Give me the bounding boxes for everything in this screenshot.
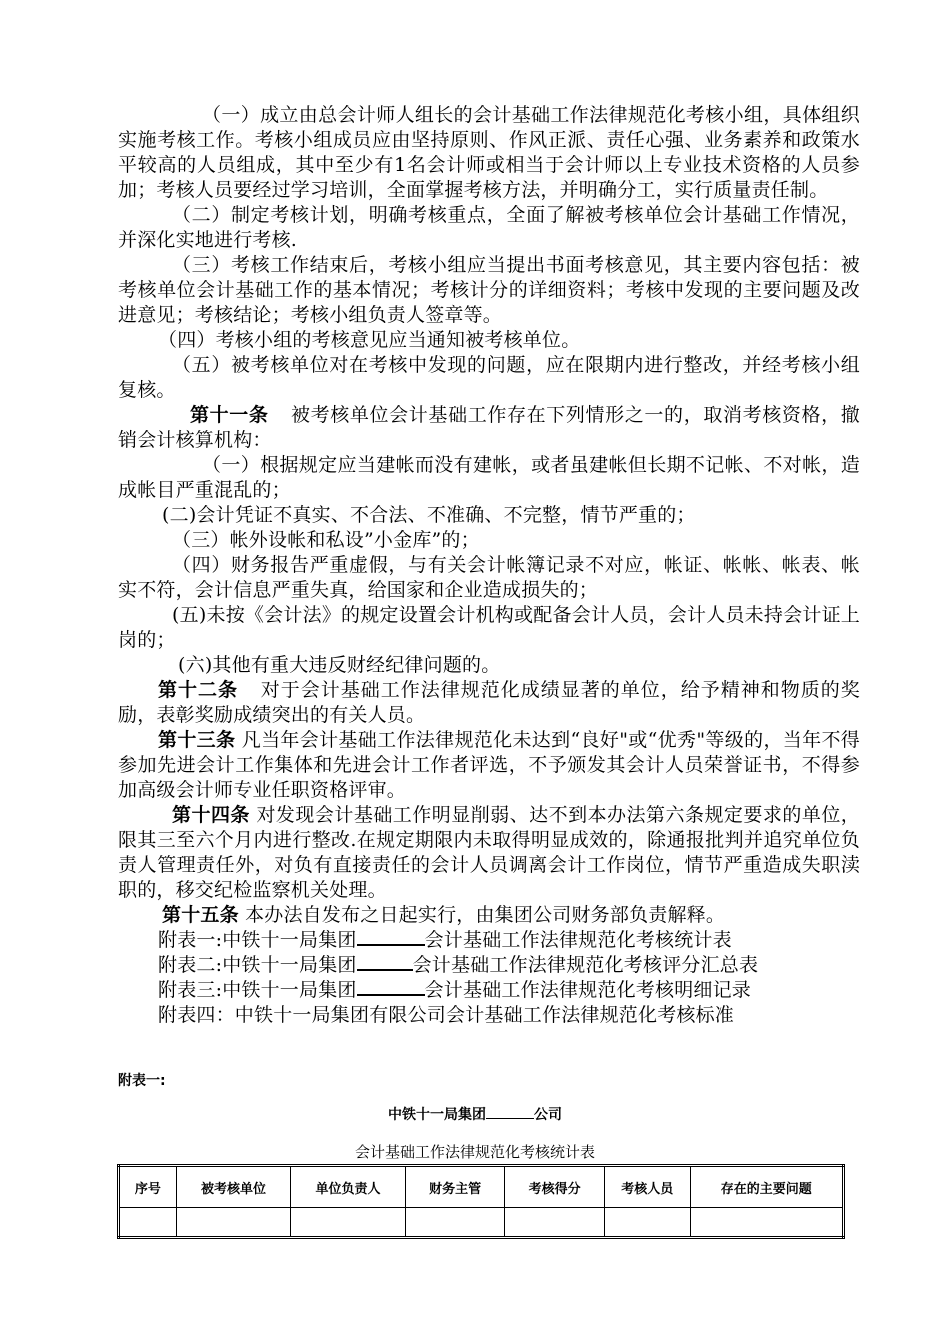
column-header: 考核人员: [604, 1166, 690, 1208]
assessment-statistics-table: [117, 1164, 845, 1239]
table-cell: [505, 1208, 605, 1238]
paragraph-assessment-plan: （二）制定考核计划，明确考核重点，全面了解被考核单位会计基础工作情况，并深化实地进行考核.: [118, 204, 860, 251]
article-11-item-3: （三）帐外设帐和私设”小金库”的；: [172, 529, 480, 551]
article-15-title: 第十五条: [162, 904, 239, 926]
table-cell: [176, 1208, 291, 1238]
column-header: 财务主管: [405, 1166, 505, 1208]
article-11-item-5: (五)未按《会计法》的规定设置会计机构或配备会计人员，会计人员未持会计证上岗的；: [118, 604, 860, 651]
article-14-title: 第十四条: [172, 804, 250, 826]
blank-underline: [357, 953, 413, 971]
article-11-item-4: （四）财务报告严重虚假，与有关会计帐簿记录不对应，帐证、帐帐、帐表、帐实不符，会计信息严重失真，给国家和企业造成损失的；: [118, 554, 860, 601]
column-header: 单位负责人: [291, 1166, 406, 1208]
article-11: [118, 403, 860, 453]
article-12: [118, 678, 860, 728]
article-14-text: 对发现会计基础工作明显削弱、达不到本办法第六条规定要求的单位，限其三至六个月内进行整改.在规定期限内未取得明显成效的，除通报批判并追究单位负责人管理责任外，对负有直接责任的会计人员调离会计工作岗位，情节严重造成失职渎职的，移交纪检监察机关处理。: [118, 804, 860, 901]
column-header: 序号: [119, 1166, 177, 1208]
table-cell: [690, 1208, 843, 1238]
appendix-table-title: 会计基础工作法律规范化考核统计表: [354, 1143, 595, 1161]
blank-underline: [357, 978, 425, 996]
paragraph-assessment-team: （一）成立由总会计师人组长的会计基础工作法律规范化考核小组，具体组织实施考核工作。考核小组成员应由坚持原则、作风正派、责任心强、业务素养和政策水平较高的人员组成，其中至少有1名会计师或相当于会计师以上专业技术资格的人员参加；考核人员要经过学习培训，全面掌握考核方法，并明确分工，实行质量责任制。: [118, 104, 860, 201]
table-cell: [405, 1208, 505, 1238]
article-12-title: 第十二条: [158, 679, 238, 701]
appendix-company-heading: 中铁十一局集团 公司: [388, 1107, 562, 1123]
paragraph-notify-unit: （四）考核小组的考核意见应当通知被考核单位。: [158, 329, 581, 351]
article-15: [118, 903, 860, 928]
article-11-item-1: （一）根据规定应当建帐而没有建帐，或者虽建帐但长期不记帐、不对帐，造成帐目严重混乱的；: [118, 454, 860, 501]
column-header: 被考核单位: [176, 1166, 291, 1208]
table-cell: [604, 1208, 690, 1238]
appendix-label: 附表一:: [118, 1073, 166, 1089]
article-12-text: 对于会计基础工作法律规范化成绩显著的单位，给予精神和物质的奖励，表彰奖励成绩突出的有关人员。: [118, 679, 860, 726]
article-11-text: 被考核单位会计基础工作存在下列情形之一的，取消考核资格，撤销会计核算机构：: [118, 404, 860, 451]
table-row: [119, 1208, 844, 1238]
article-13-title: 第十三条: [158, 729, 236, 751]
table-cell: [291, 1208, 406, 1238]
article-11-item-2: (二)会计凭证不真实、不合法、不准确、不完整，情节严重的；: [162, 504, 696, 526]
attachment-line-1: 附表一:中铁十一局集团 会计基础工作法律规范化考核统计表: [158, 929, 732, 951]
article-11-title: 第十一条: [190, 404, 269, 426]
paragraph-assessment-opinion: （三）考核工作结束后，考核小组应当提出书面考核意见，其主要内容包括：被考核单位会计基础工作的基本情况；考核计分的详细资料；考核中发现的主要问题及改进意见；考核结论；考核小组负责人签章等。: [118, 254, 860, 326]
table-header-row: [119, 1166, 844, 1208]
table-cell: [119, 1208, 177, 1238]
blank-underline: [486, 1106, 534, 1119]
article-14: [118, 803, 860, 903]
article-11-item-6: (六)其他有重大违反财经纪律问题的。: [178, 654, 501, 676]
blank-underline: [357, 928, 425, 946]
article-13-text: 凡当年会计基础工作法律规范化未达到“良好"或“优秀"等级的，当年不得参加先进会计工作集体和先进会计工作者评选，不予颁发其会计人员荣誉证书，不得参加高级会计师专业任职资格评审。: [118, 729, 860, 801]
attachment-line-3: 附表三:中铁十一局集团 会计基础工作法律规范化考核明细记录: [158, 979, 752, 1001]
column-header: 存在的主要问题: [690, 1166, 843, 1208]
article-15-text: 本办法自发布之日起实行，由集团公司财务部负责解释。: [245, 904, 726, 926]
attachment-line-2: 附表二:中铁十一局集团 会计基础工作法律规范化考核评分汇总表: [158, 954, 759, 976]
attachment-line-4: 附表四：中铁十一局集团有限公司会计基础工作法律规范化考核标准: [158, 1004, 735, 1026]
regulation-body: [118, 103, 860, 1028]
article-13: [118, 728, 860, 803]
column-header: 考核得分: [505, 1166, 605, 1208]
paragraph-rectification: （五）被考核单位对在考核中发现的问题，应在限期内进行整改，并经考核小组复核。: [118, 354, 860, 401]
